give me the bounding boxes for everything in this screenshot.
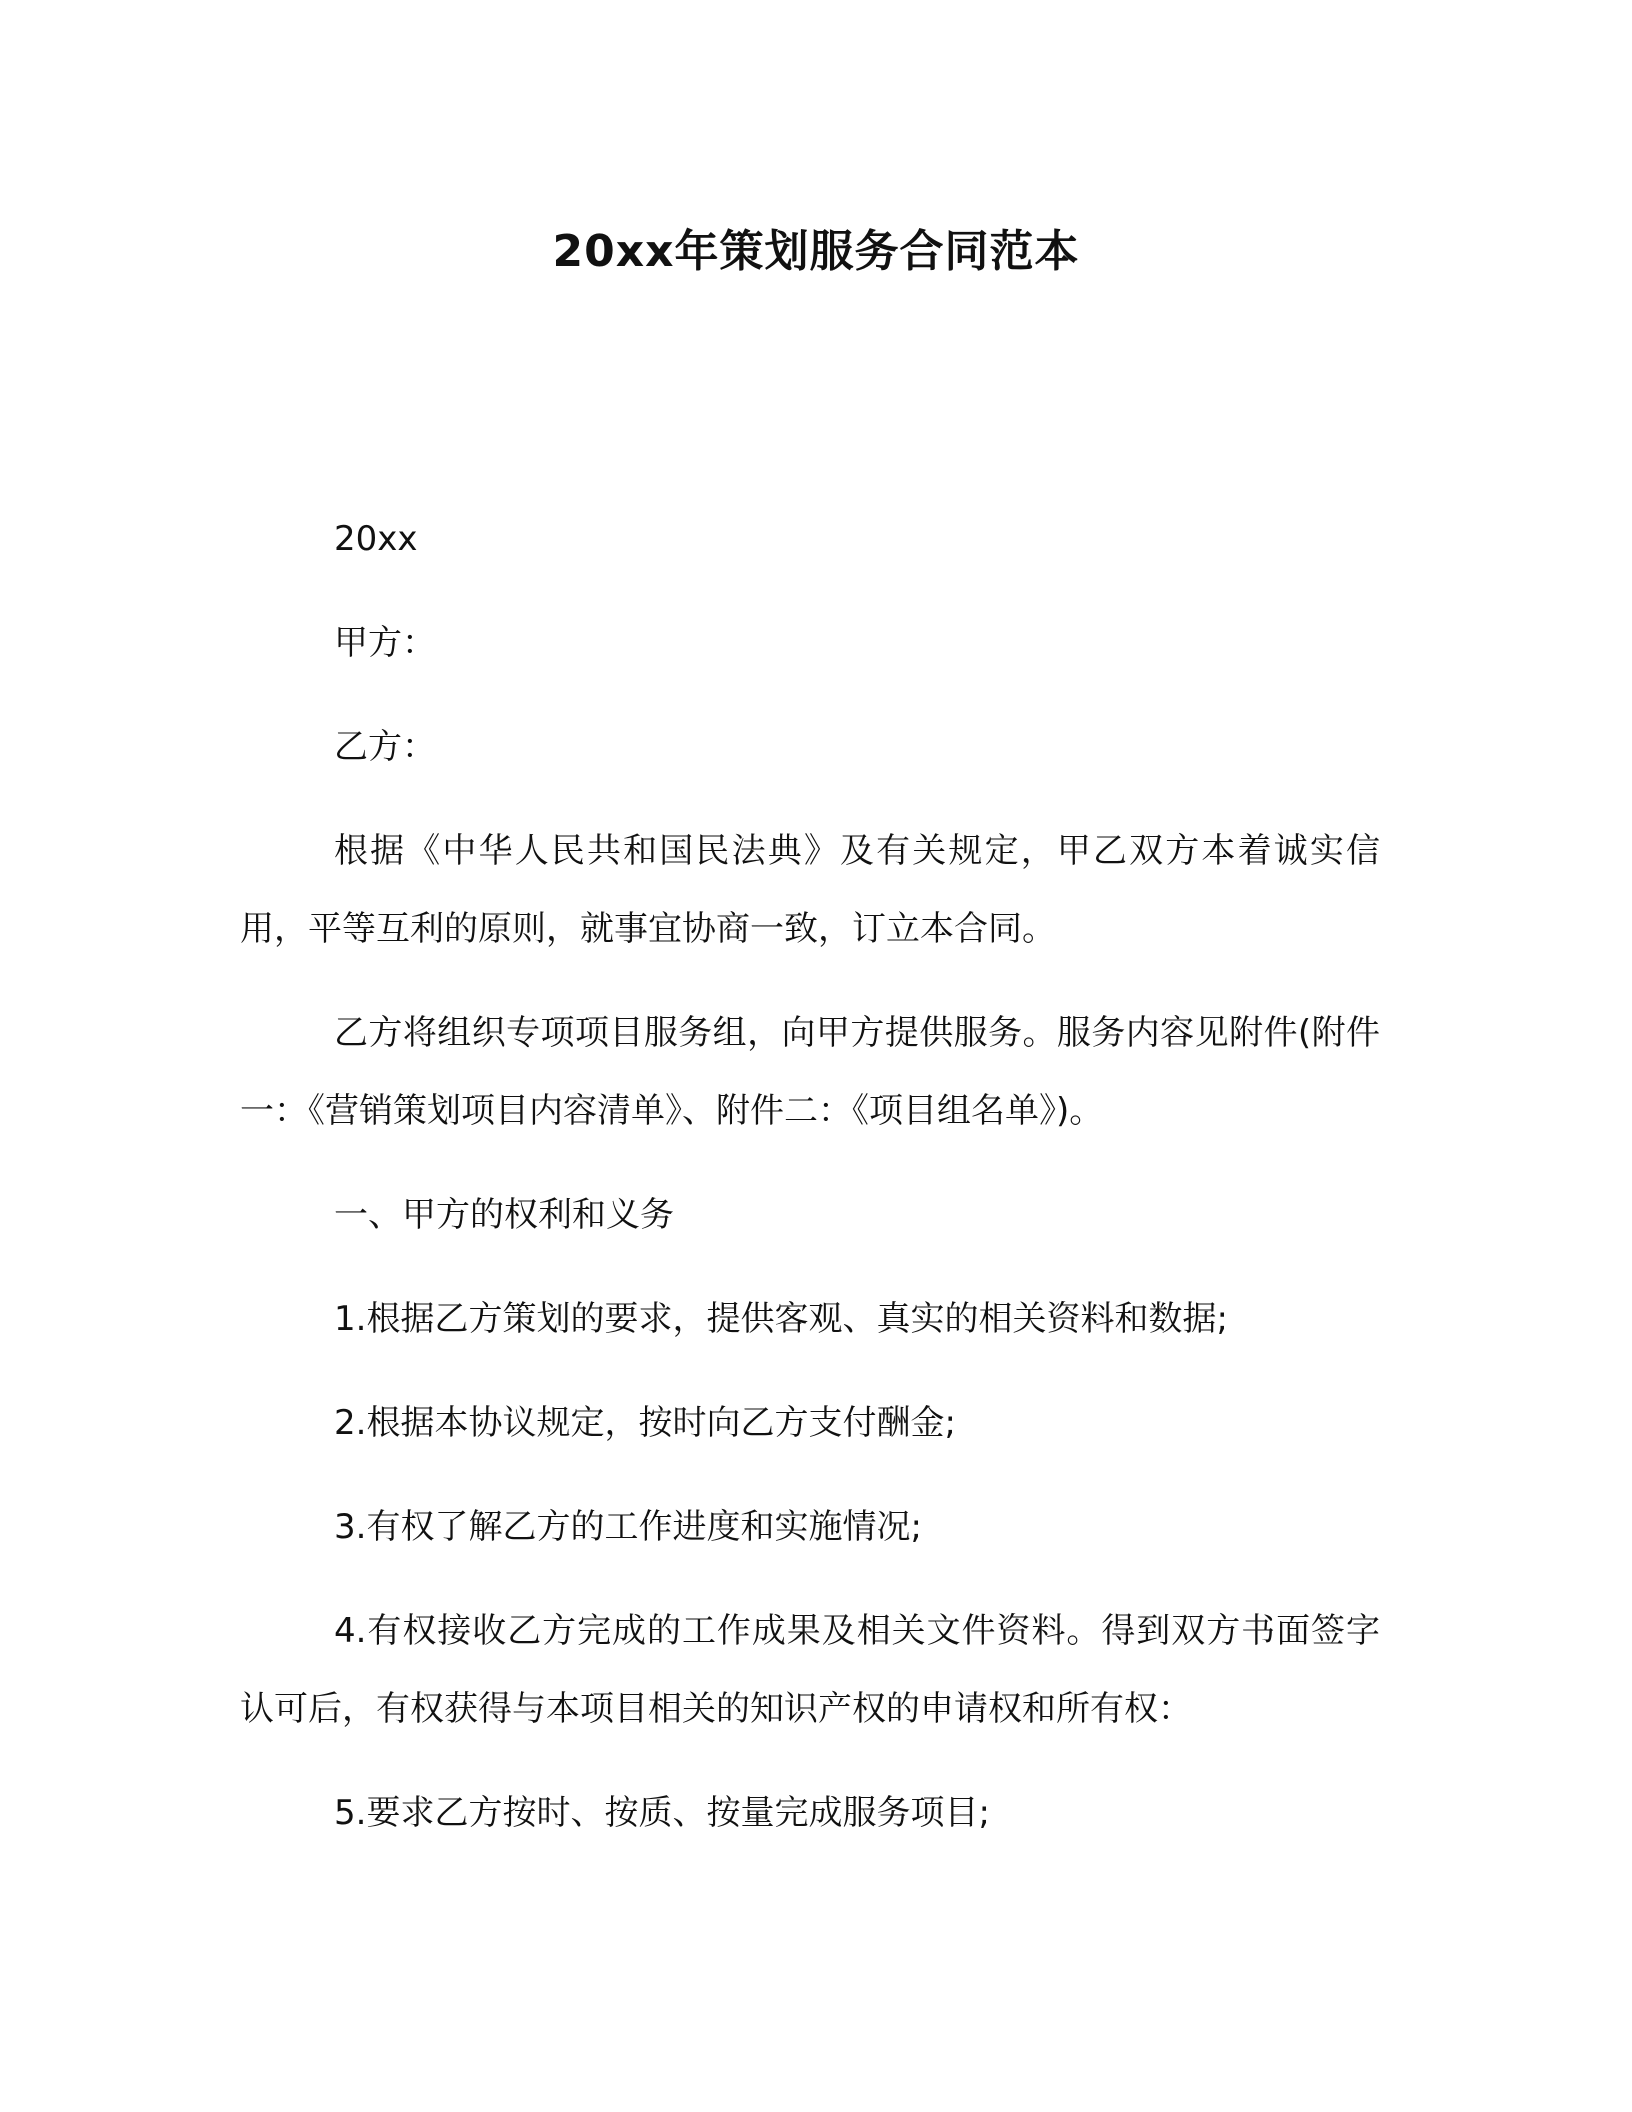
document-body (240, 500, 1380, 1878)
list-item: 1.根据乙方策划的要求，提供客观、真实的相关资料和数据; (334, 1299, 1228, 1339)
list-item: 3.有权了解乙方的工作进度和实施情况; (334, 1507, 922, 1547)
party-b-line: 乙方： (334, 727, 436, 767)
list-item: 2.根据本协议规定，按时向乙方支付酬金; (334, 1403, 956, 1443)
service-paragraph: 乙方将组织专项项目服务组，向甲方提供服务。服务内容见附件(附件一：《营销策划项目内容清单》、附件二：《项目组名单》)。 (240, 1013, 1380, 1131)
section-heading: 一、甲方的权利和义务 (334, 1195, 674, 1235)
document-title: 20xx年策划服务合同范本 (552, 226, 1080, 277)
intro-paragraph: 根据《中华人民共和国民法典》及有关规定，甲乙双方本着诚实信用，平等互利的原则，就事宜协商一致，订立本合同。 (240, 831, 1380, 949)
year-line: 20xx (334, 519, 418, 559)
list-item: 4.有权接收乙方完成的工作成果及相关文件资料。得到双方书面签字认可后，有权获得与本项目相关的知识产权的申请权和所有权： (240, 1611, 1380, 1729)
list-item: 5.要求乙方按时、按质、按量完成服务项目; (334, 1793, 990, 1833)
party-a-line: 甲方： (334, 623, 436, 663)
